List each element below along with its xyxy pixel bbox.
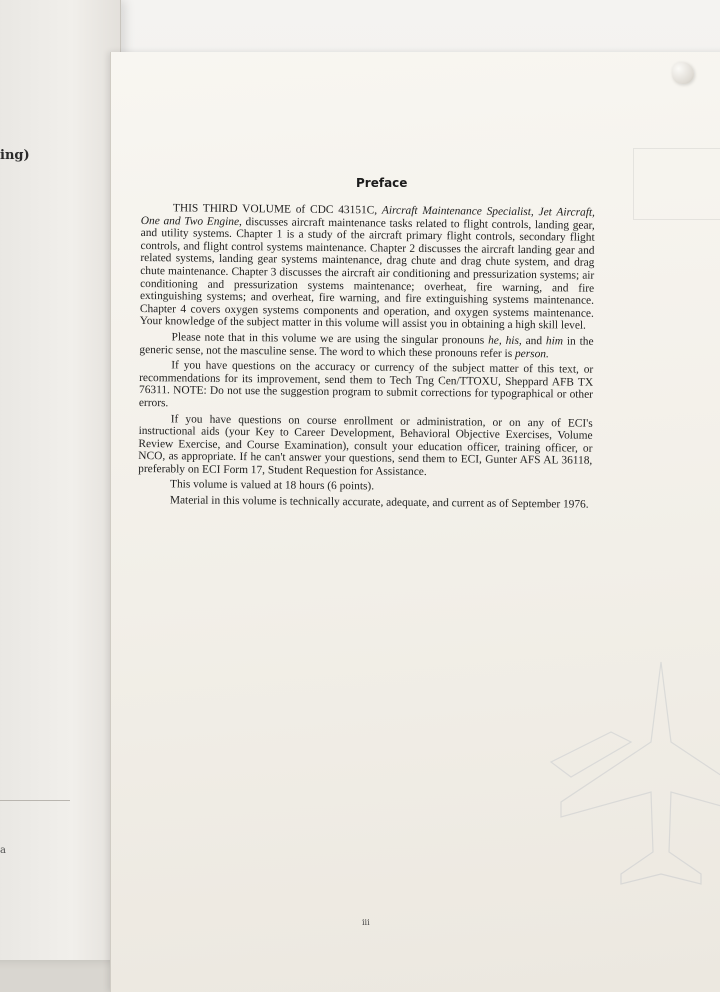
page-number: iii: [362, 918, 370, 927]
preface-paragraph: [139, 331, 593, 361]
preface-paragraph: [138, 494, 592, 511]
preface-paragraph: [138, 478, 592, 495]
italic-text: he, his,: [488, 334, 522, 347]
show-through-box: [633, 148, 720, 220]
left-page-mark: a: [0, 845, 6, 856]
italic-text: Aircraft Maintenance Specialist, Jet Aircraft, One and Two Engine: [140, 204, 595, 228]
preface-paragraph: [140, 202, 595, 333]
paragraph-text: , discusses aircraft maintenance tasks related to flight controls, landing gear, and utility systems. Chapter 1 is a study of the aircraft primary flight controls, secondary flight controls, and flight control systems maintenance. Chapter 2 discusses the aircraft landing gear and related systems, landing gear systems maintenance, drag chute and drag chute system, and drag chute maintenance. Chapter 3 discusses the aircraft air conditioning and pressurization systems; air conditioning and pressurization systems maintenance; overheat, fire warning, and fire extinguishing systems; and overheat, fire warning, and fire extinguishing systems maintenance. Chapter 4 covers oxygen systems components and operation, and oxygen systems maintenance. Your knowledge of the subject matter in this volume will assist you in obtaining a high skill level.: [139, 215, 595, 333]
paragraph-text: and: [521, 334, 547, 348]
left-page-edge: [0, 0, 121, 960]
left-page-text-fragment: ing): [0, 148, 30, 163]
italic-text: him: [545, 335, 564, 348]
show-through-aircraft-sketch: [531, 652, 720, 892]
left-page-rule: [0, 800, 70, 801]
page-corner-curl: [672, 62, 694, 84]
paragraph-text: Material in this volume is technically accurate, adequate, and current as of September 1976.: [169, 494, 589, 511]
paragraph-text: Please note that in this volume we are using the singular pronouns: [171, 331, 489, 347]
paragraph-text: This volume is valued at 18 hours (6 points).: [169, 478, 375, 493]
paragraph-text: If you have questions on course enrollment or administration, or on any of ECI's instructional aids (your Key to Career Development, Behavioral Objective Exercises, Volume Review Exercise, and Course Examination), consult your education officer, training officer, or NCO, as appropriate. If he can't answer your questions, send them to ECI, Gunter AFS AL 36118, preferably on ECI Form 17, Student Requestion for Assistance.: [138, 412, 593, 478]
preface-heading: Preface: [356, 176, 408, 190]
preface-paragraph: [139, 359, 594, 414]
italic-text: person.: [514, 347, 549, 360]
paragraph-text: If you have questions on the accuracy or currency of the subject matter of this text, or recommendations for its improvement, send them to Tech Tng Cen/TTOXU, Sheppard AFB TX 76311. NOTE: Do not use the suggestion program to submit corrections for typographical or other errors.: [138, 359, 594, 410]
document-page: [110, 52, 720, 992]
paragraph-text: THIS THIRD VOLUME of CDC 43151C,: [172, 202, 383, 217]
preface-paragraph: [138, 412, 593, 480]
preface-body: [138, 202, 595, 514]
paragraph-text: in the generic sense, not the masculine sense. The word to which these pronouns refer is: [139, 335, 594, 360]
